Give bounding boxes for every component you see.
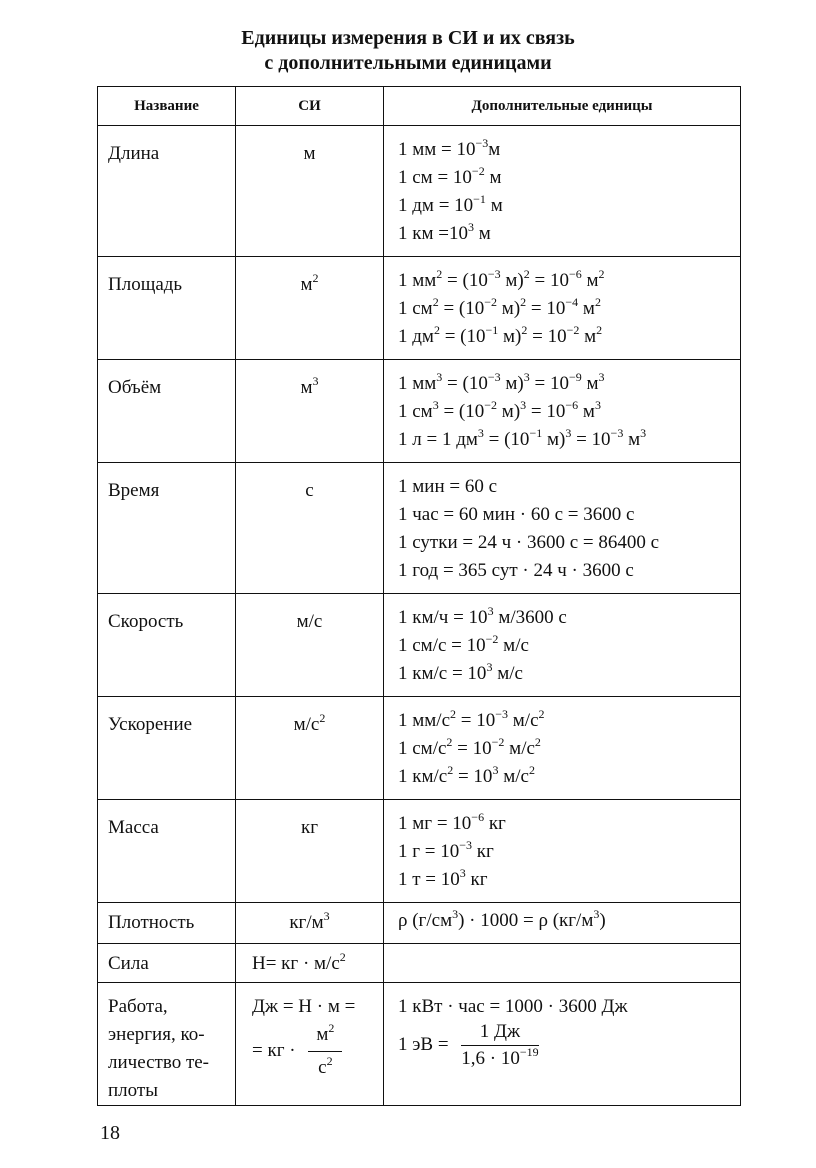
work-si-num: $м^2$ [308,1021,342,1052]
row-name: Сила [98,944,236,983]
extra-unit-line: 1 мин = 60 с [398,476,498,497]
work-si-line1: Дж = Н · м = [252,996,356,1017]
extra-unit-line: 1 $см^3 = (10^{-2}$ $м)^3 = 10^{-6}$ $м^3$ [398,397,601,422]
extra-unit-line: 1 $г = 10^{-3}$ кг [398,837,494,862]
row-name: Длина [98,126,236,257]
row-extra-units [384,903,741,944]
table-row [98,360,741,463]
table-header-row [98,87,741,126]
row-si-unit: м/с [236,594,384,697]
extra-unit-line: 1 $мм^3 = (10^{-3}$ $м)^3 = 10^{-9}$ $м^3$ [398,369,605,394]
row-si-work [236,983,384,1106]
row-name-work [98,983,236,1106]
table-row [98,800,741,903]
extra-unit-line: ρ $(г/см^3) \cdot 1000 = \rho$ $(кг/м^3)$ [398,906,606,931]
work-name-line: энергия, ко- [108,1024,205,1045]
row-si-unit: Н= кг · $м/с^2$ [236,944,384,983]
work-name-line: плоты [108,1080,158,1101]
table-row [98,903,741,944]
extra-unit-line: 1 мг = $10^{-6}$ кг [398,809,506,834]
table-row [98,257,741,360]
row-name: Масса [98,800,236,903]
ev-den: $1,6 \cdot 10^{-19}$ [461,1044,539,1069]
header-name: Название [98,87,236,126]
ev-num: 1 Дж [461,1021,538,1046]
extra-unit-line: 1 $км/ч = 10^3$ м/3600 с [398,603,567,628]
table-row [98,697,741,800]
extra-unit-line: 1 год = 365 сут · 24 ч · 3600 с [398,560,634,581]
row-name: Плотность [98,903,236,944]
row-si-unit: $м^2$ [236,257,384,360]
row-si-unit: с [236,463,384,594]
row-extra-units [384,126,741,257]
table-row [98,126,741,257]
title-line-1: Единицы измерения в СИ и их связь [241,27,575,49]
row-extra-units [384,360,741,463]
row-name: Скорость [98,594,236,697]
page-number: 18 [100,1122,120,1144]
work-extra-line1: 1 кВт · час = 1000 · 3600 Дж [398,996,628,1017]
units-table [97,86,741,1106]
work-si-fraction [308,1021,342,1082]
extra-unit-line: 1 $мм/с^2 = 10^{-3}$ $м/с^2$ [398,706,545,731]
work-name-line: личество те- [108,1052,210,1073]
extra-unit-line: 1 $км/с^2 = 10^3$ $м/с^2$ [398,762,535,787]
row-extra-units [384,463,741,594]
page-title [0,26,816,76]
row-extra-units [384,800,741,903]
row-name: Объём [98,360,236,463]
table-row-work [98,983,741,1106]
extra-unit-line: 1 км $=10^3$ м [398,219,491,244]
header-si: СИ [236,87,384,126]
row-name: Ускорение [98,697,236,800]
ev-fraction [461,1021,538,1070]
ev-label: 1 эВ = [398,1033,449,1055]
row-name: Время [98,463,236,594]
row-si-unit: кг [236,800,384,903]
row-extra-work [384,983,741,1106]
title-line-2: с дополнительными единицами [264,52,552,74]
row-name: Площадь [98,257,236,360]
extra-unit-line: 1 мм = $10^{-3}м$ [398,135,501,160]
work-si-den: $с^2$ [318,1053,333,1078]
extra-unit-line: 1 $см/с^2 = 10^{-2}$ $м/с^2$ [398,734,541,759]
row-extra-units [384,257,741,360]
table-row [98,594,741,697]
table-row [98,944,741,983]
extra-unit-line: 1 $дм^2 = (10^{-1}$ $м)^2 = 10^{-2}$ $м^2$ [398,322,603,347]
table-row [98,463,741,594]
row-si-unit: $м^3$ [236,360,384,463]
row-extra-units [384,944,741,983]
extra-unit-line: 1 $мм^2 = (10^{-3}$ $м)^2 = 10^{-6}$ $м^2$ [398,266,605,291]
row-si-unit: м [236,126,384,257]
extra-unit-line: 1 дм = $10^{-1}$ м [398,191,503,216]
extra-unit-line: 1 сутки = 24 ч · 3600 с = 86400 с [398,532,660,553]
row-si-unit: $м/с^2$ [236,697,384,800]
header-extra: Дополнительные единицы [384,87,741,126]
row-si-unit: $кг/м^3$ [236,903,384,944]
extra-unit-line: 1 $см^2 = (10^{-2}$ $м)^2 = 10^{-4}$ $м^2$ [398,294,601,319]
table-body [98,126,741,1106]
row-extra-units [384,594,741,697]
work-si-prefix: = кг · [252,1039,296,1061]
extra-unit-line: 1 $км/с = 10^3$ м/с [398,659,523,684]
extra-unit-line: 1 $т = 10^3$ кг [398,865,488,890]
extra-unit-line: 1 час = 60 мин · 60 с = 3600 с [398,504,635,525]
extra-unit-line: 1 л = 1 $дм^3 = (10^{-1}$ $м)^3 = 10^{-3}$ $м^3$ [398,425,647,450]
extra-unit-line: 1 $см/с = 10^{-2}$ м/с [398,631,529,656]
row-extra-units [384,697,741,800]
work-name-line: Работа, [108,996,168,1017]
extra-unit-line: 1 см = $10^{-2}$ м [398,163,502,188]
